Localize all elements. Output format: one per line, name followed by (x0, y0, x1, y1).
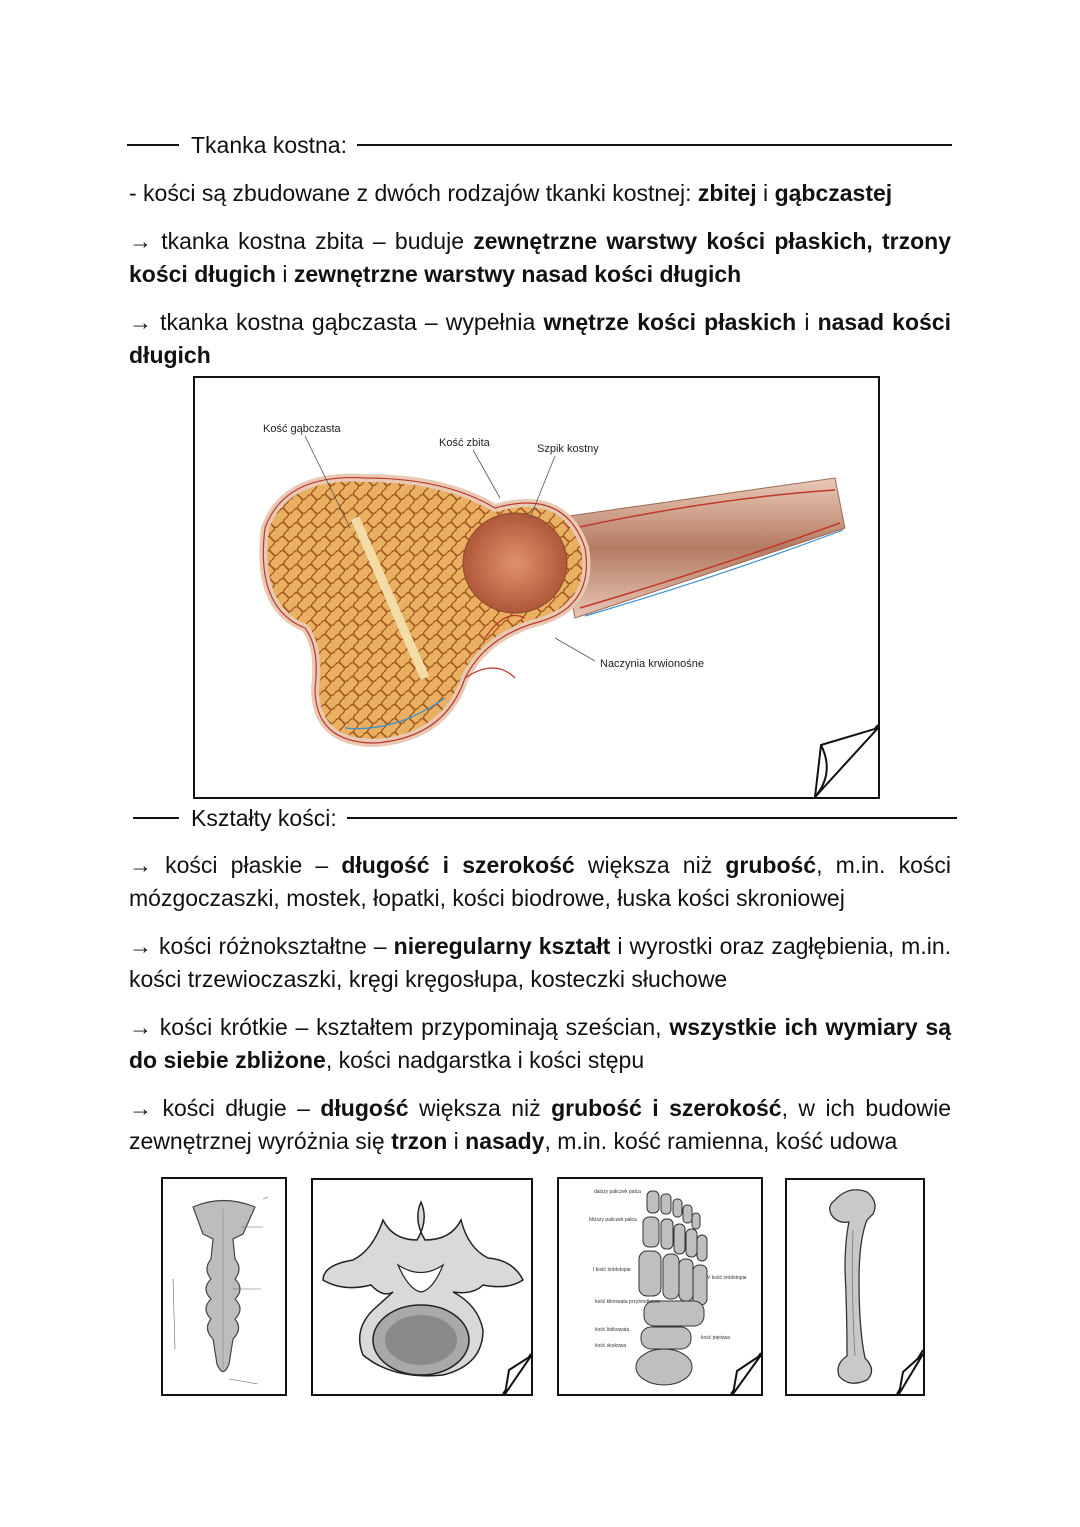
foot-label-fifth-metatarsal: V kość śródstopia (707, 1275, 747, 1281)
header-rule-right (357, 144, 952, 146)
sternum-figure (161, 1177, 287, 1396)
label-spongy-bone: Kość gąbczasta (263, 423, 341, 435)
header-rule-left (127, 144, 179, 146)
foot-illustration (559, 1179, 761, 1394)
vertebra-illustration (313, 1180, 531, 1394)
paragraph-short-bones: → kości krótkie – kształtem przypominają sześcian, wszystkie ich wymiary są do siebie zbliżone, kości nadgarstka i kości stępu (129, 1014, 951, 1073)
label-bone-marrow: Szpik kostny (537, 443, 599, 455)
paragraph-bone-types: - kości są zbudowane z dwóch rodzajów tkanki kostnej: zbitej i gąbczastej (129, 180, 893, 206)
section-title: Tkanka kostna: (191, 131, 347, 158)
foot-label-calcaneus: kość piętowa (701, 1335, 730, 1341)
header-rule-left (133, 817, 179, 819)
label-compact-bone: Kość zbita (439, 437, 490, 449)
foot-bones-figure (557, 1177, 763, 1396)
foot-label-talus: kość skokowa (595, 1343, 627, 1349)
paragraph-flat-bones: → kości płaskie – długość i szerokość większa niż grubość, m.in. kości mózgoczaszki, mostek, łopatki, kości biodrowe, łuska kości skroniowej (129, 852, 951, 911)
foot-label-navicular: kość łódkowata (595, 1327, 630, 1333)
femur-illustration (195, 378, 878, 797)
foot-label-cuneiform: kość klinowata przyśrodkowa (595, 1299, 660, 1305)
section-header-bone-tissue (127, 129, 952, 161)
foot-label-proximal-phalanx: bliższy paliczek palca (589, 1217, 637, 1223)
paragraph-long-bones: → kości długie – długość większa niż grubość i szerokość, w ich budowie zewnętrznej wyróżnia się trzon i nasady, m.in. kość ramienna, kość udowa (129, 1095, 952, 1154)
bone-cross-section-figure (193, 376, 880, 799)
femur-bone-illustration (787, 1180, 923, 1394)
paragraph-spongy-tissue: → tkanka kostna gąbczasta – wypełnia wnętrze kości płaskich i nasad kości długich (129, 309, 951, 368)
paragraph-compact-tissue: → tkanka kostna zbita – buduje zewnętrzne warstwy kości płaskich, trzony kości długich i zewnętrzne warstwy nasad kości długich (129, 228, 951, 287)
section-title: Kształty kości: (191, 804, 337, 831)
paragraph-irregular-bones: → kości różnokształtne – nieregularny kształt i wyrostki oraz zagłębienia, m.in. kości trzewioczaszki, kręgi kręgosłupa, kosteczki słuchowe (129, 933, 951, 992)
foot-label-distal-phalanx: dalszy paliczek palca (594, 1189, 641, 1195)
vertebra-figure (311, 1178, 533, 1396)
foot-label-first-metatarsal: I kość śródstopia (593, 1267, 631, 1273)
sternum-illustration (163, 1179, 285, 1394)
label-blood-vessels: Naczynia krwionośne (600, 658, 704, 670)
header-rule-right (347, 817, 957, 819)
section-header-bone-shapes (133, 802, 957, 834)
femur-figure (785, 1178, 925, 1396)
